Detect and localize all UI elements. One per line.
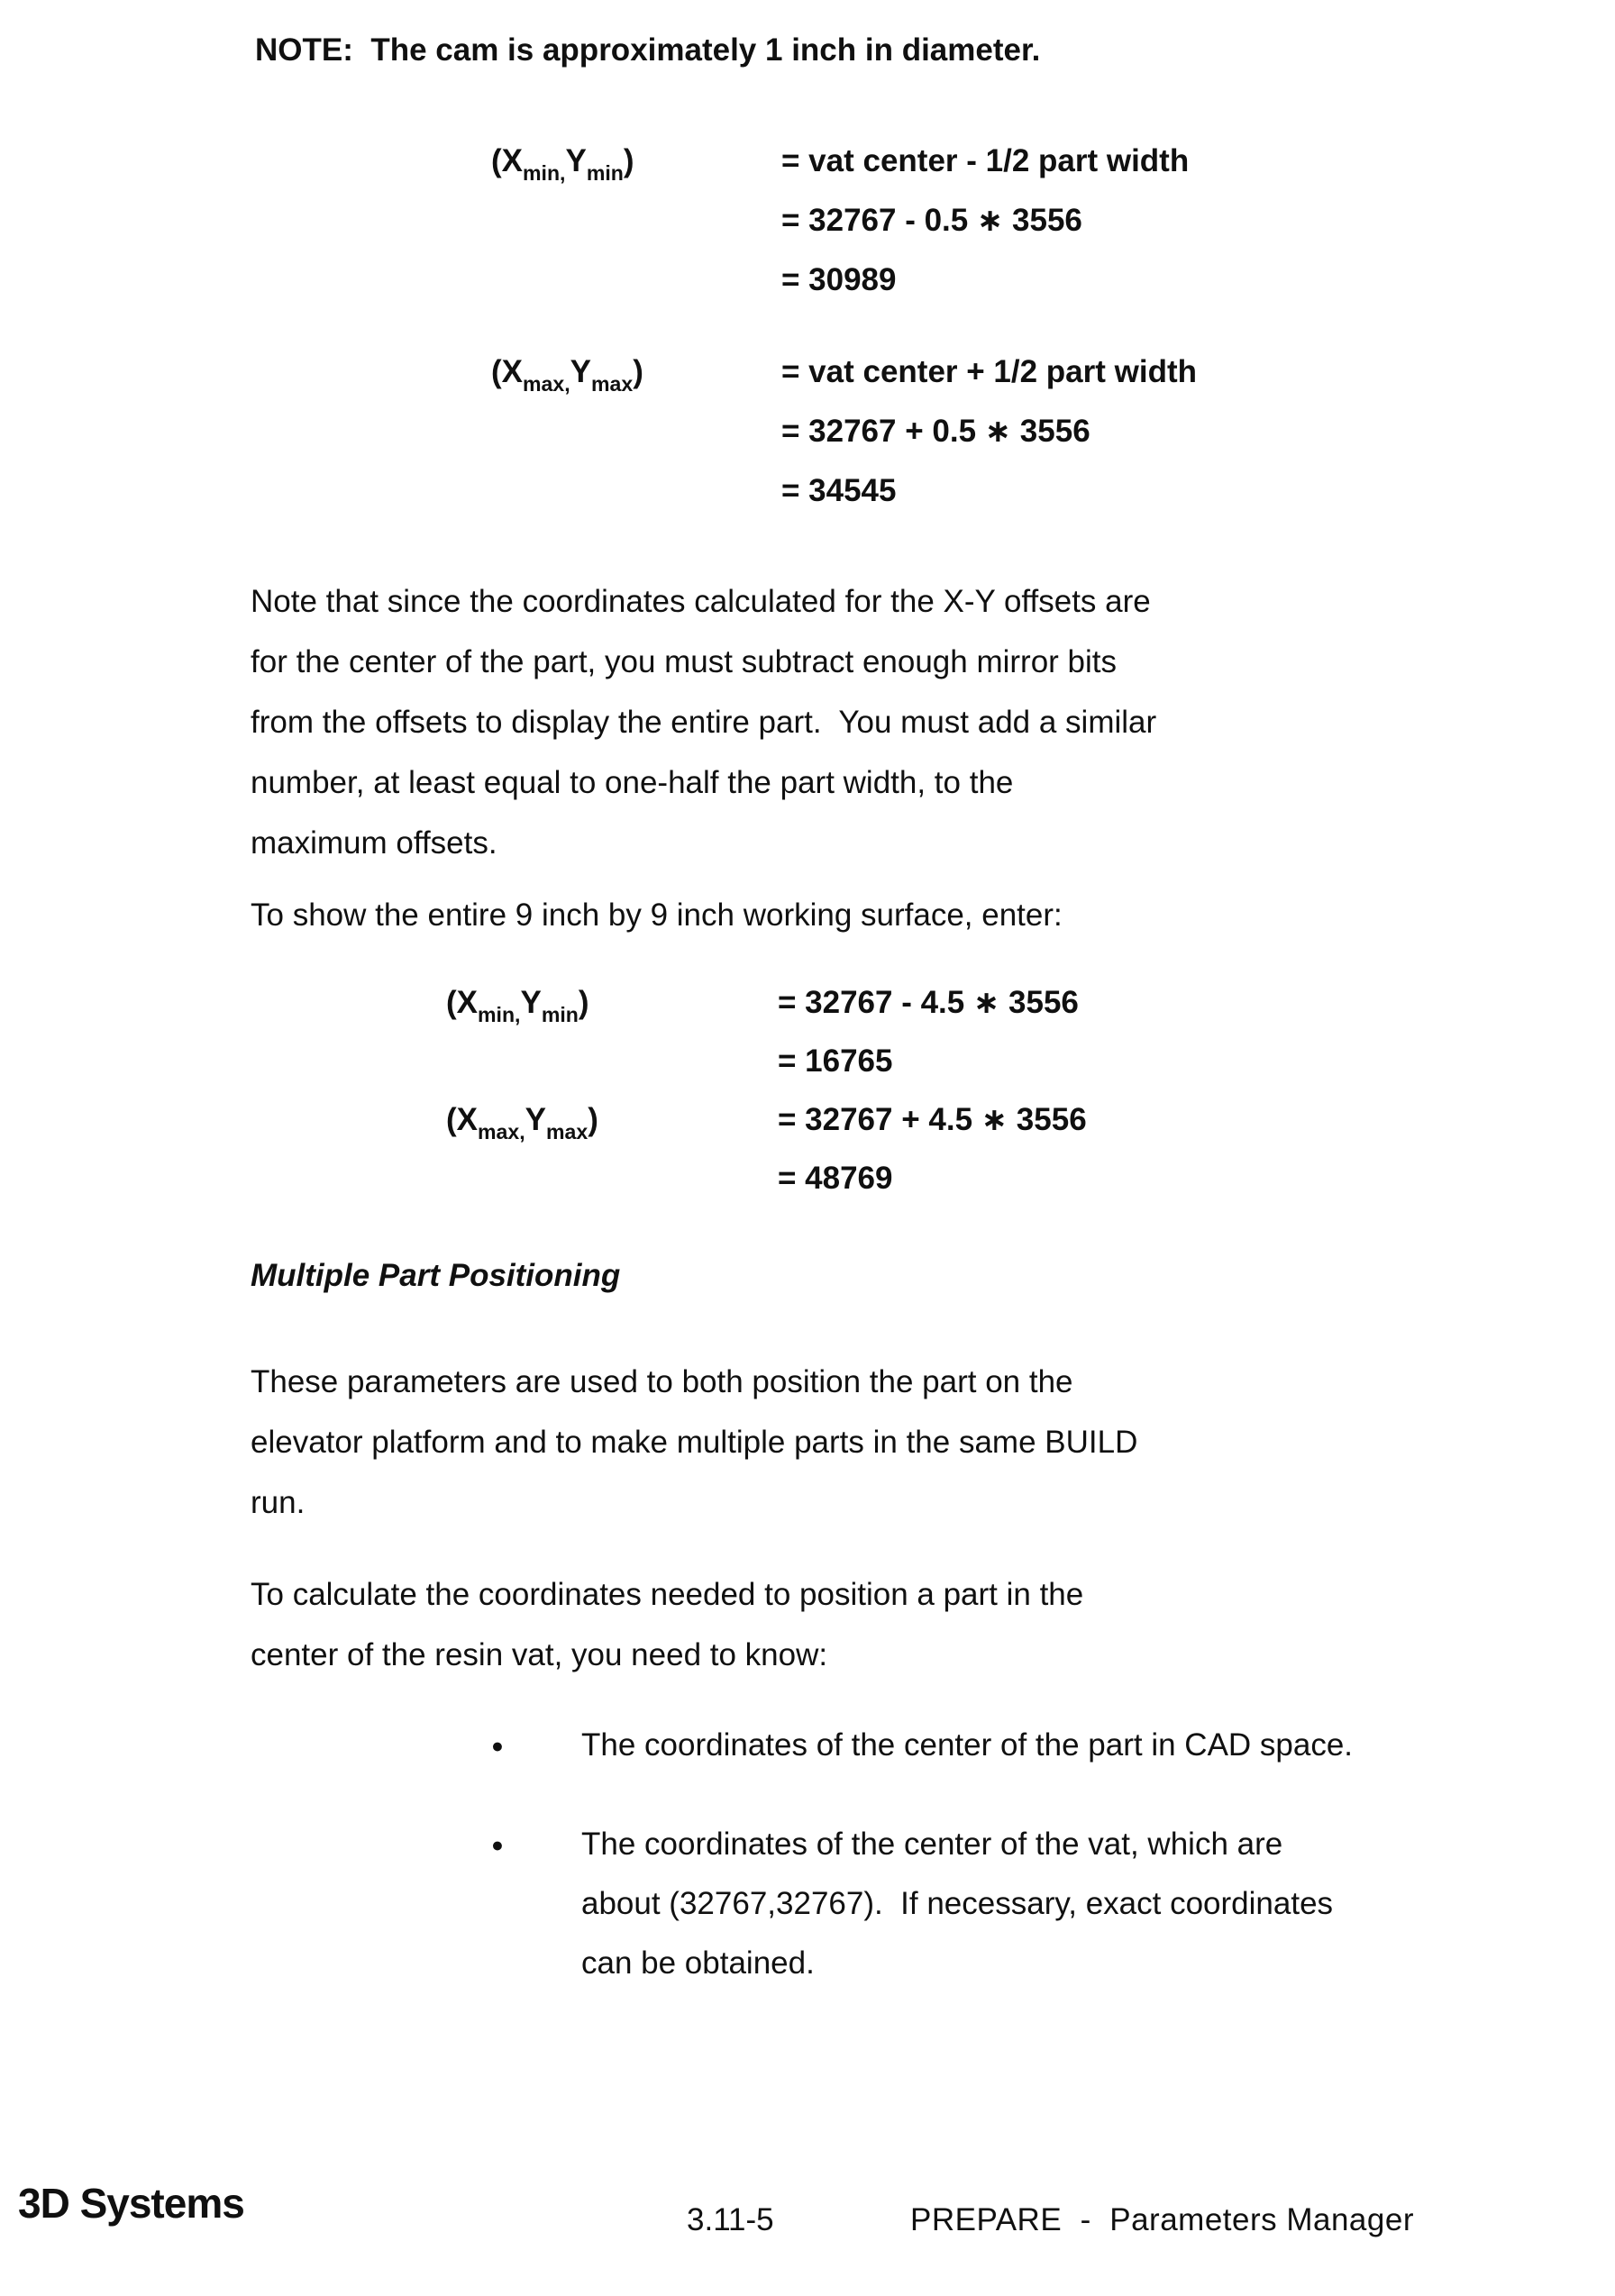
paragraph-parameters-use: These parameters are used to both position the part on the elevator platform and to make multiple parts in the same BUILD run. xyxy=(251,1364,1138,1520)
equation-expression: = 16765 xyxy=(778,1043,893,1079)
equation-subscript: max xyxy=(591,372,634,396)
equation-subscript: max, xyxy=(523,372,570,396)
paragraph-calculate-intro: To calculate the coordinates needed to position a part in the center of the resin vat, you need to know: xyxy=(251,1577,1084,1672)
equation-label-spacer xyxy=(446,1032,778,1090)
equation-row xyxy=(491,461,1197,521)
equation-row xyxy=(446,973,1087,1032)
equation-subscript: max xyxy=(546,1120,589,1143)
equation-expression: = 32767 - 4.5 ∗ 3556 xyxy=(778,985,1079,1020)
equation-subscript: min xyxy=(586,161,624,185)
equation-expression: = 32767 + 4.5 ∗ 3556 xyxy=(778,1102,1087,1137)
equation-expression: = 32767 - 0.5 ∗ 3556 xyxy=(781,203,1082,238)
paragraph-offsets: Note that since the coordinates calculated for the X-Y offsets are for the center of the part, you must subtract enough mirror bits from the offsets to display the entire part. You must add a similar number, at least equal to one-half the part width, to the maximum offsets. xyxy=(251,584,1157,861)
equation-label-part: (X xyxy=(491,354,523,389)
equation-group-surface xyxy=(446,973,1087,1207)
page-number: 3.11-5 xyxy=(687,2202,774,2237)
equation-row xyxy=(491,402,1197,461)
equation-group-cam-min xyxy=(491,132,1189,310)
equation-label-xmin-ymin xyxy=(491,132,781,191)
equation-label-spacer xyxy=(491,402,781,461)
section-heading-multiple-part-positioning: Multiple Part Positioning xyxy=(251,1258,621,1293)
equation-row xyxy=(446,1149,1087,1207)
bullet-text: The coordinates of the center of the vat, which are about (32767,32767). If necessary, exact coordinates can be obtained. xyxy=(581,1827,1334,1981)
equation-subscript: min, xyxy=(523,161,566,185)
bullet-text: The coordinates of the center of the part in CAD space. xyxy=(581,1727,1354,1763)
equation-subscript: min xyxy=(541,1003,579,1026)
equation-label-part: Y xyxy=(565,143,587,178)
equation-label-spacer xyxy=(446,1149,778,1207)
equation-label-xmax-ymax xyxy=(491,342,781,402)
equation-expression: = 34545 xyxy=(781,473,897,508)
bullet-icon: ● xyxy=(491,1734,504,1757)
equation-label-xmin-ymin xyxy=(446,973,778,1032)
equation-label-spacer xyxy=(491,251,781,310)
equation-label-part: Y xyxy=(520,985,542,1020)
equation-expression: = 32767 + 0.5 ∗ 3556 xyxy=(781,414,1090,449)
equation-label-part: (X xyxy=(446,1102,478,1137)
equation-subscript: max, xyxy=(478,1120,525,1143)
equation-expression: = 30989 xyxy=(781,262,897,297)
equation-subscript: min, xyxy=(478,1003,521,1026)
equation-label-part: Y xyxy=(570,354,591,389)
equation-row xyxy=(491,132,1189,191)
equation-label-part: ) xyxy=(623,143,634,178)
equation-label-part: Y xyxy=(525,1102,546,1137)
equation-label-xmax-ymax xyxy=(446,1090,778,1149)
bullet-item-vat-center xyxy=(491,1815,1333,1993)
paragraph-show-surface: To show the entire 9 inch by 9 inch working surface, enter: xyxy=(251,897,1063,933)
equation-label-part: (X xyxy=(491,143,523,178)
equation-row xyxy=(446,1090,1087,1149)
equation-label-part: ) xyxy=(588,1102,598,1137)
equation-expression: = vat center - 1/2 part width xyxy=(781,143,1190,178)
bullet-item-cad-space xyxy=(491,1716,1353,1775)
equation-label-part: ) xyxy=(633,354,643,389)
equation-row xyxy=(491,191,1189,251)
note-line: NOTE: The cam is approximately 1 inch in diameter. xyxy=(255,32,1041,68)
equation-label-spacer xyxy=(491,191,781,251)
footer-section-title: PREPARE - Parameters Manager xyxy=(910,2202,1414,2237)
equation-expression: = vat center + 1/2 part width xyxy=(781,354,1197,389)
equation-row xyxy=(491,251,1189,310)
equation-label-spacer xyxy=(491,461,781,521)
equation-group-cam-max xyxy=(491,342,1197,521)
equation-row xyxy=(446,1032,1087,1090)
equation-expression: = 48769 xyxy=(778,1161,893,1196)
equation-row xyxy=(491,342,1197,402)
brand-logo-text: 3D Systems xyxy=(18,2180,244,2227)
equation-label-part: (X xyxy=(446,985,478,1020)
bullet-icon: ● xyxy=(491,1833,504,1856)
equation-label-part: ) xyxy=(578,985,589,1020)
